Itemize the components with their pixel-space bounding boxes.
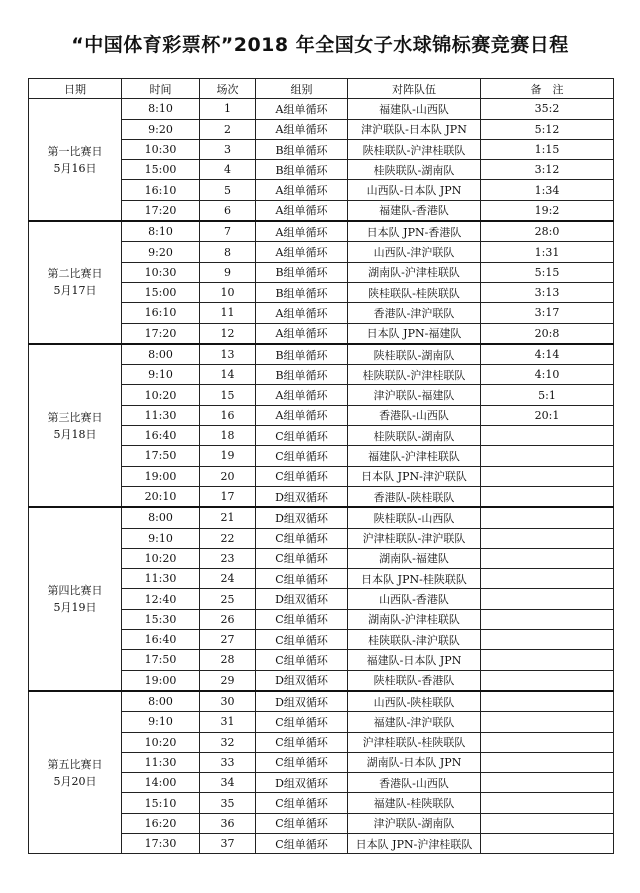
match-group: C组单循环 [256, 813, 348, 833]
match-time: 16:10 [122, 303, 200, 323]
match-group: C组单循环 [256, 752, 348, 772]
match-group: B组单循环 [256, 365, 348, 385]
day-label: 第三比赛日 [47, 410, 103, 424]
match-group: B组单循环 [256, 160, 348, 180]
match-time: 11:30 [122, 405, 200, 425]
day-date: 5月16日 [53, 161, 97, 175]
match-teams: 湖南队-日本队 JPN [348, 752, 481, 772]
day-cell [29, 507, 122, 691]
match-number: 35 [200, 793, 256, 813]
match-number: 34 [200, 773, 256, 793]
match-time: 16:40 [122, 426, 200, 446]
match-time: 20:10 [122, 486, 200, 507]
match-teams: 日本队 JPN-福建队 [348, 323, 481, 344]
match-number: 12 [200, 323, 256, 344]
match-time: 16:40 [122, 630, 200, 650]
match-teams: 香港队-津沪联队 [348, 303, 481, 323]
match-result [481, 466, 614, 486]
match-result: 5:12 [481, 119, 614, 139]
match-group: B组单循环 [256, 282, 348, 302]
match-group: C组单循环 [256, 528, 348, 548]
match-result: 35:2 [481, 99, 614, 119]
match-number: 27 [200, 630, 256, 650]
match-number: 18 [200, 426, 256, 446]
match-group: C组单循环 [256, 630, 348, 650]
day-cell [29, 99, 122, 221]
match-teams: 湖南队-沪津桂联队 [348, 262, 481, 282]
match-number: 10 [200, 282, 256, 302]
match-time: 10:20 [122, 732, 200, 752]
match-group: B组单循环 [256, 344, 348, 365]
match-result: 4:10 [481, 365, 614, 385]
match-result [481, 446, 614, 466]
match-group: C组单循环 [256, 569, 348, 589]
header-time: 时间 [122, 79, 200, 99]
match-group: D组双循环 [256, 691, 348, 712]
match-group: C组单循环 [256, 793, 348, 813]
match-time: 12:40 [122, 589, 200, 609]
match-result: 20:1 [481, 405, 614, 425]
day-date: 5月19日 [53, 601, 97, 615]
match-teams: 桂陕联队-沪津桂联队 [348, 365, 481, 385]
match-group: A组单循环 [256, 200, 348, 221]
match-teams: 津沪联队-福建队 [348, 385, 481, 405]
header-match-no: 场次 [200, 79, 256, 99]
match-number: 28 [200, 650, 256, 670]
match-group: B组单循环 [256, 262, 348, 282]
match-group: C组单循环 [256, 446, 348, 466]
match-time: 15:00 [122, 282, 200, 302]
match-result: 20:8 [481, 323, 614, 344]
match-group: A组单循环 [256, 180, 348, 200]
match-number: 33 [200, 752, 256, 772]
match-time: 9:10 [122, 528, 200, 548]
match-group: A组单循环 [256, 221, 348, 242]
match-number: 2 [200, 119, 256, 139]
match-teams: 山西队-津沪联队 [348, 242, 481, 262]
match-group: C组单循环 [256, 833, 348, 853]
match-number: 17 [200, 486, 256, 507]
match-teams: 津沪联队-湖南队 [348, 813, 481, 833]
day-label: 第一比赛日 [47, 144, 103, 158]
match-result [481, 833, 614, 853]
match-teams: 桂陕联队-湖南队 [348, 160, 481, 180]
match-time: 15:10 [122, 793, 200, 813]
match-time: 16:20 [122, 813, 200, 833]
match-group: D组双循环 [256, 486, 348, 507]
match-result [481, 650, 614, 670]
header-group: 组别 [256, 79, 348, 99]
day-label: 第五比赛日 [47, 757, 103, 771]
match-group: A组单循环 [256, 303, 348, 323]
schedule-table [28, 78, 614, 854]
match-teams: 福建队-山西队 [348, 99, 481, 119]
match-number: 5 [200, 180, 256, 200]
match-result [481, 569, 614, 589]
match-number: 8 [200, 242, 256, 262]
table-row [29, 344, 614, 365]
match-number: 25 [200, 589, 256, 609]
day-date: 5月17日 [53, 284, 97, 298]
match-result [481, 813, 614, 833]
match-time: 17:50 [122, 650, 200, 670]
match-number: 16 [200, 405, 256, 425]
match-result [481, 548, 614, 568]
match-number: 37 [200, 833, 256, 853]
match-result: 1:15 [481, 139, 614, 159]
match-number: 26 [200, 609, 256, 629]
match-time: 17:50 [122, 446, 200, 466]
match-teams: 沪津桂联队-桂陕联队 [348, 732, 481, 752]
day-cell [29, 221, 122, 344]
match-teams: 福建队-桂陕联队 [348, 793, 481, 813]
match-result: 3:12 [481, 160, 614, 180]
day-cell [29, 691, 122, 854]
match-teams: 桂陕联队-湖南队 [348, 426, 481, 446]
match-teams: 陕桂联队-湖南队 [348, 344, 481, 365]
match-result [481, 773, 614, 793]
match-result: 5:15 [481, 262, 614, 282]
header-date: 日期 [29, 79, 122, 99]
match-result: 4:14 [481, 344, 614, 365]
match-result [481, 691, 614, 712]
match-group: C组单循环 [256, 609, 348, 629]
match-time: 15:30 [122, 609, 200, 629]
match-teams: 陕桂联队-沪津桂联队 [348, 139, 481, 159]
match-group: A组单循环 [256, 99, 348, 119]
match-result [481, 507, 614, 528]
match-number: 23 [200, 548, 256, 568]
match-group: D组双循环 [256, 670, 348, 691]
match-time: 11:30 [122, 752, 200, 772]
match-time: 10:20 [122, 548, 200, 568]
header-teams: 对阵队伍 [348, 79, 481, 99]
match-result [481, 712, 614, 732]
document-title: “中国体育彩票杯”2018 年全国女子水球锦标赛竞赛日程 [71, 34, 569, 56]
match-number: 19 [200, 446, 256, 466]
match-teams: 湖南队-福建队 [348, 548, 481, 568]
match-number: 13 [200, 344, 256, 365]
match-time: 9:20 [122, 119, 200, 139]
match-group: C组单循环 [256, 732, 348, 752]
match-time: 8:10 [122, 99, 200, 119]
match-number: 15 [200, 385, 256, 405]
match-number: 3 [200, 139, 256, 159]
table-row [29, 691, 614, 712]
match-result: 3:17 [481, 303, 614, 323]
match-result: 1:34 [481, 180, 614, 200]
match-result: 3:13 [481, 282, 614, 302]
table-row [29, 99, 614, 119]
match-teams: 日本队 JPN-香港队 [348, 221, 481, 242]
match-teams: 日本队 JPN-沪津桂联队 [348, 833, 481, 853]
match-result [481, 589, 614, 609]
match-teams: 山西队-陕桂联队 [348, 691, 481, 712]
match-time: 10:30 [122, 139, 200, 159]
match-teams: 津沪联队-日本队 JPN [348, 119, 481, 139]
match-time: 9:20 [122, 242, 200, 262]
match-teams: 香港队-陕桂联队 [348, 486, 481, 507]
match-time: 17:20 [122, 200, 200, 221]
match-teams: 陕桂联队-山西队 [348, 507, 481, 528]
match-time: 8:00 [122, 691, 200, 712]
match-number: 36 [200, 813, 256, 833]
match-teams: 香港队-山西队 [348, 405, 481, 425]
match-teams: 湖南队-沪津桂联队 [348, 609, 481, 629]
match-teams: 山西队-日本队 JPN [348, 180, 481, 200]
match-group: A组单循环 [256, 323, 348, 344]
match-group: C组单循环 [256, 426, 348, 446]
match-number: 21 [200, 507, 256, 528]
match-time: 9:10 [122, 365, 200, 385]
match-number: 31 [200, 712, 256, 732]
match-time: 14:00 [122, 773, 200, 793]
match-group: C组单循环 [256, 466, 348, 486]
match-teams: 沪津桂联队-津沪联队 [348, 528, 481, 548]
match-group: C组单循环 [256, 712, 348, 732]
match-group: A组单循环 [256, 405, 348, 425]
match-number: 1 [200, 99, 256, 119]
match-teams: 香港队-山西队 [348, 773, 481, 793]
match-group: D组双循环 [256, 507, 348, 528]
match-result [481, 630, 614, 650]
match-group: B组单循环 [256, 139, 348, 159]
match-time: 8:10 [122, 221, 200, 242]
match-group: A组单循环 [256, 242, 348, 262]
match-time: 15:00 [122, 160, 200, 180]
match-teams: 陕桂联队-桂陕联队 [348, 282, 481, 302]
match-result [481, 426, 614, 446]
match-number: 9 [200, 262, 256, 282]
day-date: 5月20日 [53, 774, 97, 788]
match-result [481, 732, 614, 752]
day-label: 第四比赛日 [47, 584, 103, 598]
match-result [481, 752, 614, 772]
match-number: 32 [200, 732, 256, 752]
match-time: 11:30 [122, 569, 200, 589]
match-time: 10:30 [122, 262, 200, 282]
match-number: 14 [200, 365, 256, 385]
match-time: 10:20 [122, 385, 200, 405]
match-teams: 日本队 JPN-桂陕联队 [348, 569, 481, 589]
match-time: 9:10 [122, 712, 200, 732]
match-time: 19:00 [122, 466, 200, 486]
match-teams: 桂陕联队-津沪联队 [348, 630, 481, 650]
match-result [481, 793, 614, 813]
match-time: 8:00 [122, 507, 200, 528]
match-number: 20 [200, 466, 256, 486]
match-number: 24 [200, 569, 256, 589]
match-teams: 日本队 JPN-津沪联队 [348, 466, 481, 486]
match-time: 16:10 [122, 180, 200, 200]
day-date: 5月18日 [53, 427, 97, 441]
match-teams: 福建队-香港队 [348, 200, 481, 221]
match-result: 1:31 [481, 242, 614, 262]
match-result [481, 670, 614, 691]
match-result: 19:2 [481, 200, 614, 221]
match-group: A组单循环 [256, 119, 348, 139]
match-time: 19:00 [122, 670, 200, 691]
match-teams: 陕桂联队-香港队 [348, 670, 481, 691]
match-time: 17:20 [122, 323, 200, 344]
match-result: 28:0 [481, 221, 614, 242]
match-number: 4 [200, 160, 256, 180]
match-time: 8:00 [122, 344, 200, 365]
table-row [29, 221, 614, 242]
match-teams: 福建队-日本队 JPN [348, 650, 481, 670]
header-notes: 备 注 [481, 79, 614, 99]
schedule-body [29, 99, 614, 854]
table-row [29, 507, 614, 528]
match-teams: 福建队-津沪联队 [348, 712, 481, 732]
match-group: C组单循环 [256, 548, 348, 568]
match-group: D组双循环 [256, 773, 348, 793]
match-number: 30 [200, 691, 256, 712]
day-label: 第二比赛日 [47, 267, 103, 281]
match-result [481, 609, 614, 629]
match-group: A组单循环 [256, 385, 348, 405]
match-number: 6 [200, 200, 256, 221]
match-number: 29 [200, 670, 256, 691]
match-result: 5:1 [481, 385, 614, 405]
match-teams: 山西队-香港队 [348, 589, 481, 609]
match-result [481, 486, 614, 507]
match-time: 17:30 [122, 833, 200, 853]
match-number: 11 [200, 303, 256, 323]
match-teams: 福建队-沪津桂联队 [348, 446, 481, 466]
day-cell [29, 344, 122, 507]
match-result [481, 528, 614, 548]
header-row [29, 79, 614, 99]
match-group: D组双循环 [256, 589, 348, 609]
match-number: 7 [200, 221, 256, 242]
match-group: C组单循环 [256, 650, 348, 670]
match-number: 22 [200, 528, 256, 548]
